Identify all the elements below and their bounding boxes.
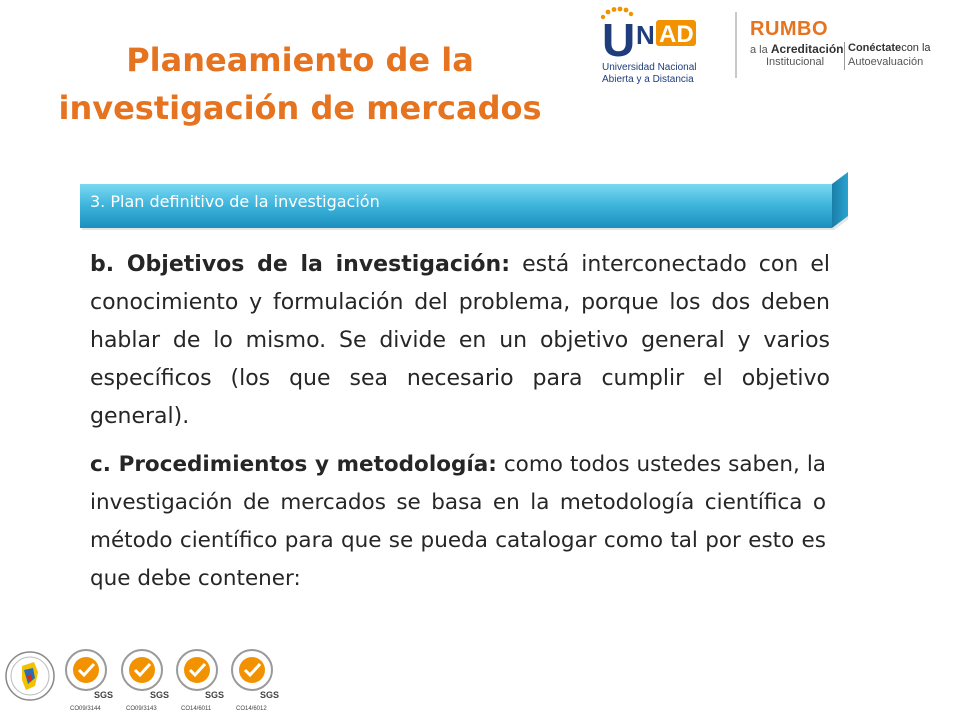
unad-line2: Abierta y a Distancia (602, 74, 694, 85)
unad-wordmark-u: U (602, 14, 636, 66)
procedures-paragraph (90, 446, 826, 598)
page-title-line1: Planeamiento de la (126, 41, 474, 79)
svg-text:CO09/3144: CO09/3144 (70, 706, 101, 712)
objectives-body: está interconectado con el conocimiento y formulación del problema, porque los dos deben hablar de lo mismo. Se divide en un objetivo general y varios específicos (los que sea necesario para cumplir el objetivo general). (90, 252, 830, 429)
rumbo-logo (750, 18, 950, 78)
rumbo-right1-bold: Conéctate (848, 42, 902, 54)
svg-text:CO14/6012: CO14/6012 (236, 706, 267, 712)
rumbo-line1 (750, 42, 844, 56)
rumbo-line1-prefix: a la (750, 44, 768, 56)
page-title (0, 36, 600, 132)
svg-text:CO14/6011: CO14/6011 (181, 706, 212, 712)
certification-badges (4, 640, 288, 720)
sgs-badge-1 (66, 650, 113, 712)
svg-text:CO09/3143: CO09/3143 (126, 706, 157, 712)
rumbo-line1-bold: Acreditación (770, 42, 844, 56)
rumbo-title: RUMBO (750, 18, 829, 40)
rumbo-separator (844, 42, 845, 70)
svg-text:SGS: SGS (94, 690, 114, 700)
objectives-paragraph (90, 246, 830, 436)
logo-divider (735, 12, 737, 78)
svg-text:SGS: SGS (260, 690, 280, 700)
unad-wordmark-n: N (636, 20, 655, 50)
sgs-badge-2 (122, 650, 169, 712)
rumbo-line2: Institucional (766, 56, 825, 68)
section-banner-label: 3. Plan definitivo de la investigación (90, 192, 380, 211)
sgs-badge-3 (177, 650, 224, 712)
svg-text:SGS: SGS (205, 690, 225, 700)
rumbo-right1 (848, 42, 931, 54)
unad-wordmark-ad: AD (659, 21, 694, 48)
procedures-heading: c. Procedimientos y metodología: (90, 452, 497, 477)
sgs-badge-4 (232, 650, 279, 712)
objectives-heading: b. Objetivos de la investigación: (90, 252, 511, 277)
unad-logo (598, 6, 716, 86)
rumbo-right2: Autoevaluación (848, 56, 924, 68)
svg-text:SGS: SGS (150, 690, 170, 700)
colombia-emblem-icon (6, 652, 54, 700)
unad-line1: Universidad Nacional (602, 62, 697, 73)
rumbo-right1-rest: con la (901, 42, 931, 54)
page-title-line2: investigación de mercados (58, 89, 542, 127)
procedures-body: como todos ustedes saben, la investigación de mercados se basa en la metodología científica o método científico para que se pueda catalogar como tal por esto es que debe contener: (90, 452, 826, 591)
